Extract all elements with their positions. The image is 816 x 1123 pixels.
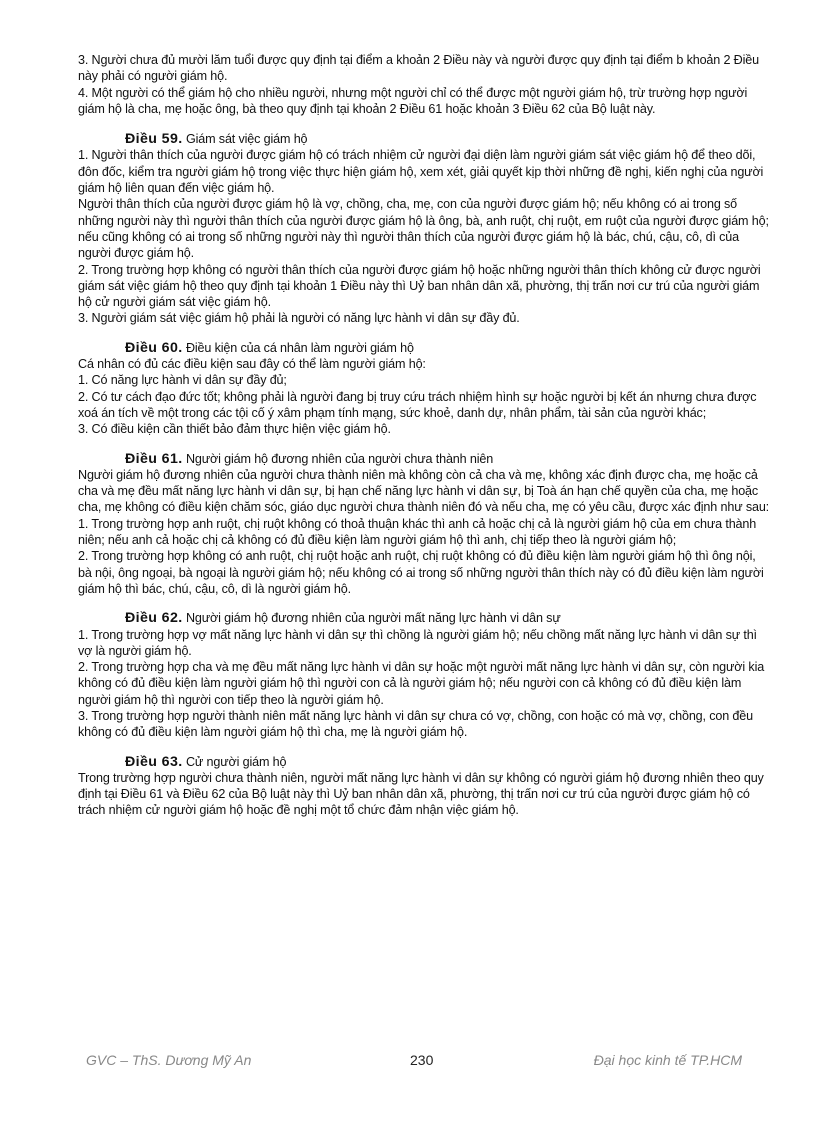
article-paragraph: 1. Có năng lực hành vi dân sự đầy đủ; — [78, 373, 287, 388]
article-number: Điều 59. — [125, 131, 183, 148]
article-heading — [78, 451, 772, 467]
article-title: Điều kiện của cá nhân làm người giám hộ — [185, 340, 414, 355]
article-60 — [78, 340, 772, 438]
article-paragraph: 2. Trong trường hợp không có người thân thích của người được giám hộ hoặc những người thân thích không cử được người giám sát việc giám hộ theo quy định tại khoản 1 Điều này thì Uỷ ban nhân dân xã, phường, thị trấn nơi cư trú của người giám hộ cử người giám sát việc giám hộ. — [78, 262, 761, 310]
page-footer — [0, 1052, 816, 1072]
article-title: Người giám hộ đương nhiên của người mất năng lực hành vi dân sự — [185, 611, 561, 626]
article-number: Điều 62. — [125, 610, 183, 627]
article-number: Điều 60. — [125, 339, 183, 356]
article-title: Người giám hộ đương nhiên của người chưa thành niên — [185, 451, 494, 466]
article-number: Điều 61. — [125, 450, 183, 467]
footer-institution: Đại học kinh tế TP.HCM — [593, 1052, 742, 1068]
article-heading — [78, 754, 772, 770]
footer-author: GVC – ThS. Dương Mỹ An — [86, 1052, 252, 1068]
article-paragraph: 3. Có điều kiện cần thiết bảo đảm thực hiện việc giám hộ. — [78, 422, 391, 437]
article-61 — [78, 451, 772, 598]
article-paragraph: 2. Trong trường hợp không có anh ruột, chị ruột hoặc anh ruột, chị ruột không có đủ điều kiện làm người giám hộ thì ông nội, bà nội, ông ngoại, bà ngoại là người giám hộ; nếu không có ai trong số những người thân thích này có đủ điều kiện làm người giám hộ thì bác, chú, cậu, cô, dì là người giám hộ. — [78, 549, 764, 596]
article-paragraph: 3. Trong trường hợp người thành niên mất năng lực hành vi dân sự chưa có vợ, chồng, con hoặc có mà vợ, chồng, con đều không có đủ điều kiện làm người giám hộ thì cha, mẹ là người giám hộ. — [78, 708, 753, 740]
page-number: 230 — [410, 1052, 434, 1068]
article-heading — [78, 131, 772, 147]
article-paragraph: Trong trường hợp người chưa thành niên, người mất năng lực hành vi dân sự không có người giám hộ đương nhiên theo quy định tại Điều 61 và Điều 62 của Bộ luật này thì Uỷ ban nhân dân xã, phường, thị trấn nơi cư trú của người được giám hộ có trách nhiệm cử người giám hộ hoặc đề nghị một tổ chức đảm nhận việc giám hộ. — [78, 770, 764, 818]
article-paragraph: 1. Người thân thích của người được giám hộ có trách nhiệm cử người đại diện làm người giám sát việc giám hộ để theo dõi, đôn đốc, kiểm tra người giám hộ trong việc thực hiện giám hộ, xem xét, giải quyết kịp thời những đề nghị, kiến nghị của người giám hộ liên quan đến việc giám hộ. — [78, 148, 764, 196]
article-paragraph: 1. Trong trường hợp vợ mất năng lực hành vi dân sự thì chồng là người giám hộ; nếu chồng mất năng lực hành vi dân sự thì vợ là người giám hộ. — [78, 627, 757, 658]
article-62 — [78, 610, 772, 740]
article-63 — [78, 754, 772, 819]
article-paragraph: 2. Có tư cách đạo đức tốt; không phải là người đang bị truy cứu trách nhiệm hình sự hoặc người bị kết án nhưng chưa được xoá án tích về một trong các tội cố ý xâm phạm tính mạng, sức khoẻ, danh dự, nhân phẩm, tài sản của người khác; — [78, 389, 757, 420]
article-heading — [78, 610, 772, 626]
article-paragraph: Cá nhân có đủ các điều kiện sau đây có thể làm người giám hộ: — [78, 357, 426, 372]
article-title: Cử người giám hộ — [185, 754, 287, 769]
article-heading — [78, 340, 772, 356]
document-body — [78, 52, 772, 819]
article-title: Giám sát việc giám hộ — [185, 132, 308, 147]
article-paragraph: 1. Trong trường hợp anh ruột, chị ruột không có thoả thuận khác thì anh cả hoặc chị cả là người giám hộ của em chưa thành niên; nếu anh cả hoặc chị cả không có đủ điều kiện làm người giám hộ thì anh, chị tiếp theo là người giám hộ; — [78, 516, 757, 548]
article-paragraph: Người thân thích của người được giám hộ là vợ, chồng, cha, mẹ, con của người được giám hộ; nếu không có ai trong số những người này thì người thân thích của người được giám hộ là ông, bà, anh ruột, chị ruột, em ruột của người được giám hộ; nếu cũng không có ai trong số những người này thì người thân thích của người được giám hộ là bác, chú, cậu, cô, dì của người được giám hộ. — [78, 197, 769, 261]
article-number: Điều 63. — [125, 753, 183, 770]
article-paragraph: 3. Người giám sát việc giám hộ phải là người có năng lực hành vi dân sự đầy đủ. — [78, 311, 520, 326]
article-59 — [78, 131, 772, 327]
intro-section — [78, 52, 772, 117]
intro-paragraph: 4. Một người có thể giám hộ cho nhiều người, nhưng một người chỉ có thể được một người giám hộ, trừ trường hợp người giám hộ là cha, mẹ hoặc ông, bà theo quy định tại khoản 2 Điều 61 hoặc khoản 3 Điều 62 của Bộ luật này. — [78, 85, 748, 116]
intro-paragraph: 3. Người chưa đủ mười lăm tuổi được quy định tại điểm a khoản 2 Điều này và người được quy định tại điểm b khoản 2 Điều này phải có người giám hộ. — [78, 53, 759, 84]
article-paragraph: 2. Trong trường hợp cha và mẹ đều mất năng lực hành vi dân sự hoặc một người mất năng lực hành vi dân sự, còn người kia không có đủ điều kiện làm người giám hộ thì người con cả là người giám hộ; nếu người con cả không có đủ điều kiện làm người giám hộ thì người con tiếp theo là người giám hộ. — [78, 660, 765, 707]
article-paragraph: Người giám hộ đương nhiên của người chưa thành niên mà không còn cả cha và mẹ, không xác định được cha, mẹ hoặc cả cha và mẹ đều mất năng lực hành vi dân sự, bị hạn chế năng lực hành vi dân sự, bị Toà án hạn chế quyền của cha, mẹ hoặc cha, mẹ không có điều kiện chăm sóc, giáo dục người chưa thành niên đó và nếu cha, mẹ có yêu cầu, được xác định như sau: — [78, 467, 770, 515]
